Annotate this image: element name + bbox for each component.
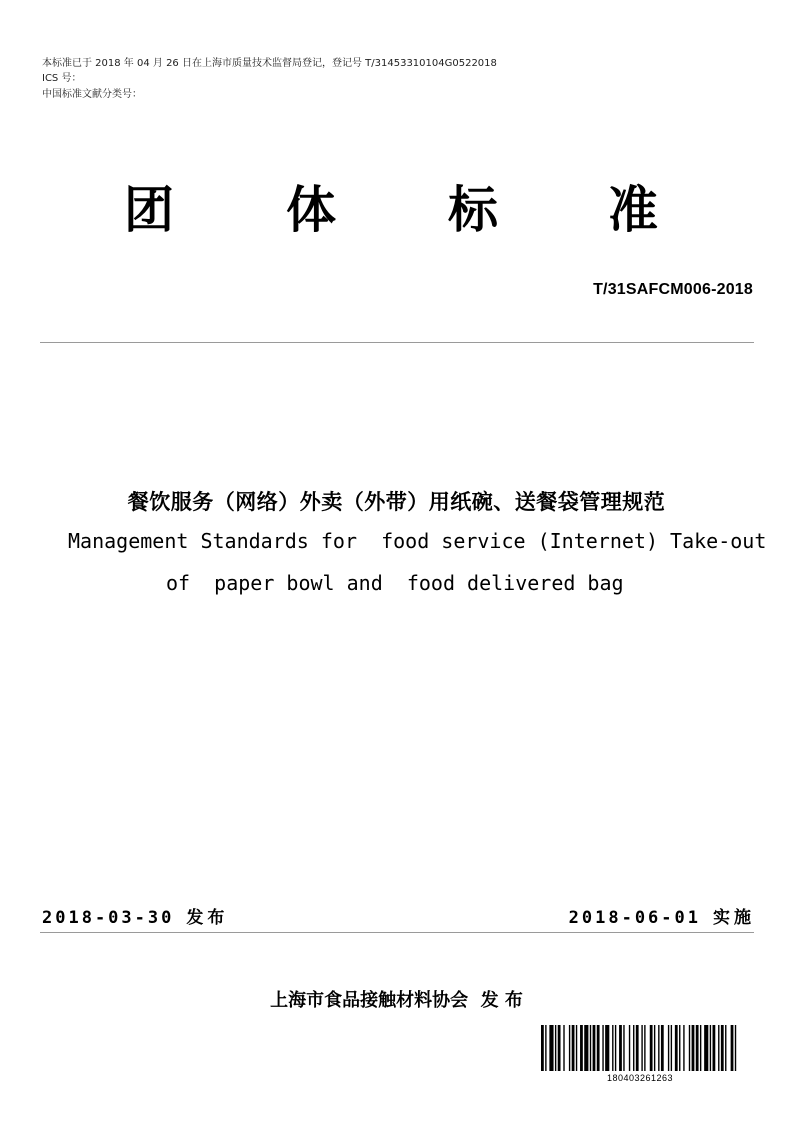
heading-char: 体	[286, 181, 336, 239]
barcode-number: 180403261263	[606, 1073, 674, 1083]
release-date-block	[42, 903, 228, 928]
english-title-line-1: Management Standards for food service (Internet) Take-out	[68, 529, 767, 553]
barcode	[541, 1025, 739, 1071]
heading-char: 团	[124, 181, 174, 239]
release-date: 2018-03-30	[42, 908, 175, 928]
top-divider	[40, 342, 754, 343]
publisher: 上海市食品接触材料协会 发 布	[270, 990, 523, 1011]
effective-label: 实施	[713, 908, 755, 928]
document-type-heading	[0, 180, 793, 240]
heading-char: 标	[448, 181, 498, 239]
release-label: 发布	[186, 908, 229, 928]
effective-date: 2018-06-01	[568, 908, 701, 928]
ics-number-label: ICS 号：	[42, 73, 82, 84]
registration-notice: 本标准已于 2018 年 04 月 26 日在上海市质量技术监督局登记，登记号 T/31453310104G0522018	[42, 58, 497, 69]
bottom-divider	[40, 932, 754, 933]
chinese-title: 餐饮服务（网络）外卖（外带）用纸碗、送餐袋管理规范	[127, 490, 666, 514]
effective-date-block	[569, 903, 755, 928]
standard-number: T/31SAFCM006-2018	[593, 281, 753, 298]
classification-number-label: 中国标准文献分类号：	[42, 89, 142, 100]
english-title-line-2: of paper bowl and food delivered bag	[166, 571, 624, 595]
heading-char: 准	[608, 181, 658, 239]
